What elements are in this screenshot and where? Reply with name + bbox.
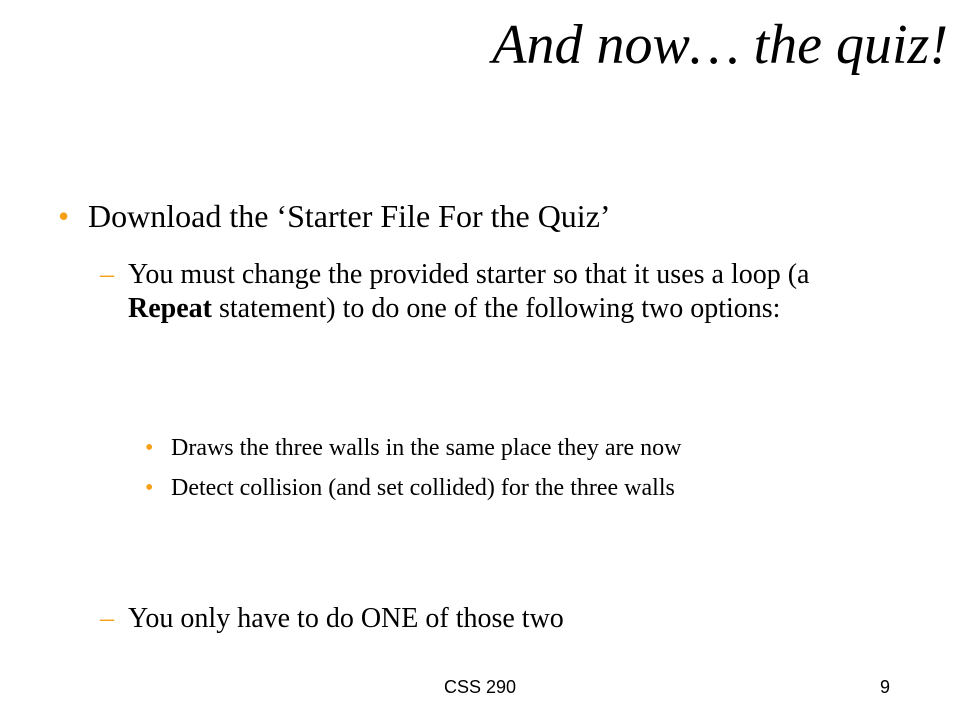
sub-bullet-text-end: statement) to do one of the following two options: bbox=[211, 293, 781, 324]
option-marker: • bbox=[145, 435, 154, 461]
slide-title: And now… the quiz! bbox=[492, 14, 948, 76]
sub-bullet-text: You only have to do ONE of those two bbox=[128, 603, 564, 634]
option-marker: • bbox=[145, 475, 154, 501]
sub-bullet-marker: – bbox=[100, 603, 114, 634]
option-text: Detect collision (and set collided) for the three walls bbox=[171, 475, 675, 501]
sub-bullet-text-start: You must change the provided starter so that it uses a loop (a bbox=[128, 259, 810, 290]
sub-bullet-text bbox=[128, 258, 818, 326]
option-text: Draws the three walls in the same place they are now bbox=[171, 435, 682, 461]
repeat-keyword: Repeat bbox=[128, 293, 212, 324]
footer-course: CSS 290 bbox=[443, 677, 517, 697]
sub-bullet-marker: – bbox=[100, 259, 114, 290]
bullet-marker: • bbox=[58, 198, 70, 234]
footer-page-number: 9 bbox=[879, 677, 890, 697]
bullet-text: Download the ‘Starter File For the Quiz’ bbox=[88, 198, 611, 234]
